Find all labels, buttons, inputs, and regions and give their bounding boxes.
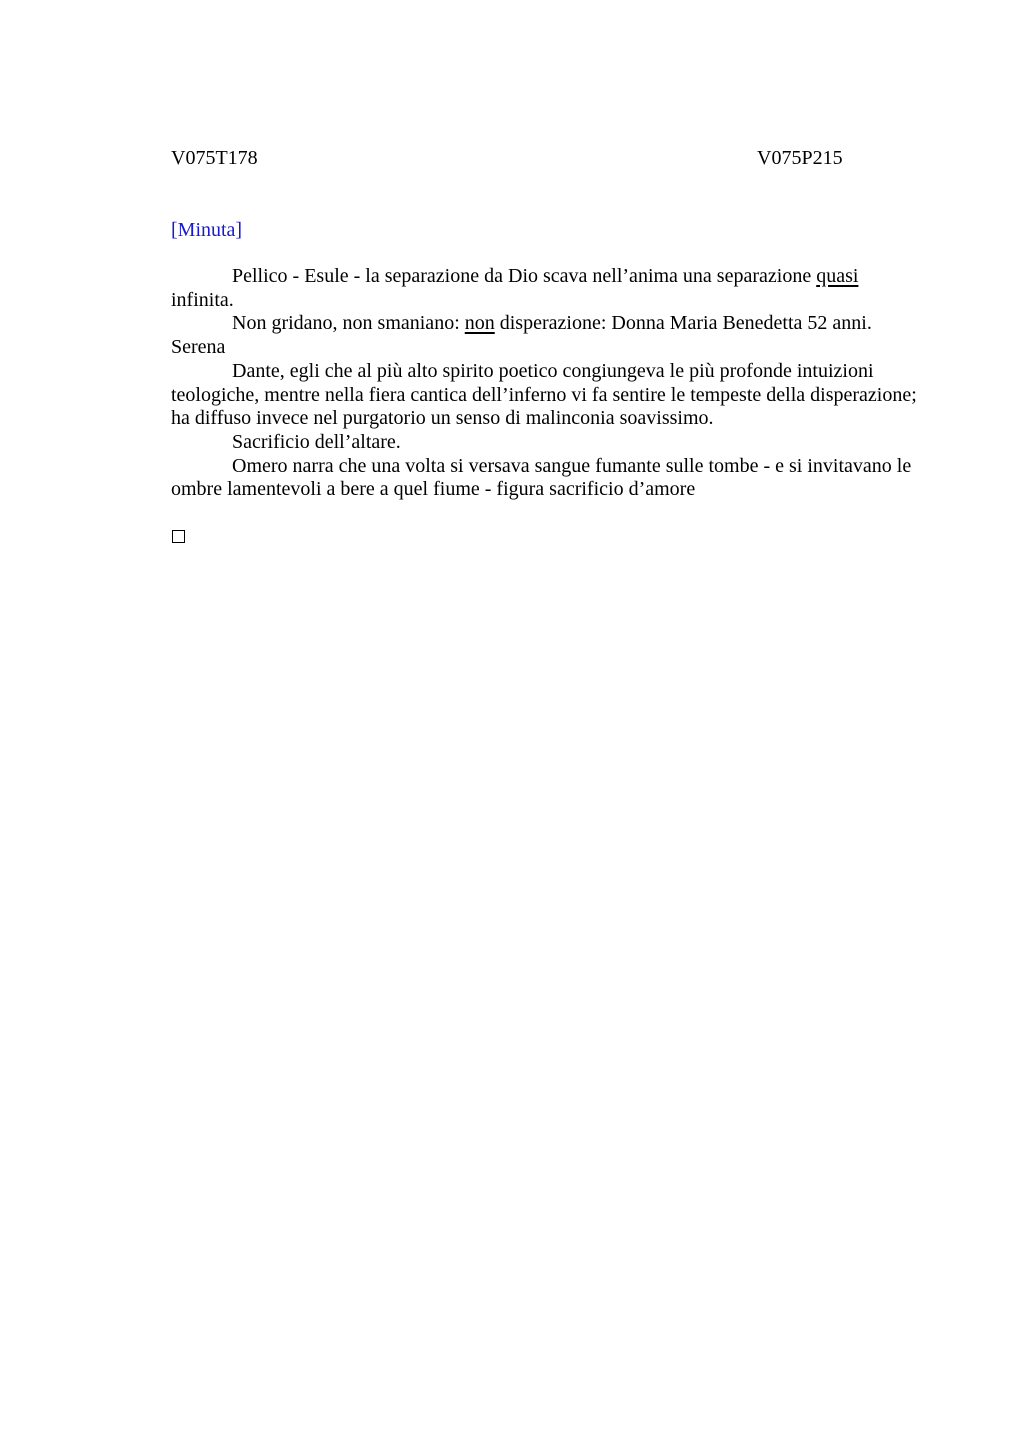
document-code-left: V075T178 [171, 147, 258, 169]
paragraph-text: Non gridano, non smaniano: [232, 312, 465, 335]
document-code-right: V075P215 [757, 147, 843, 169]
paragraph-text: disperazione: Donna Maria Benedetta 52 anni. Serena [171, 312, 872, 359]
section-label: [Minuta] [171, 219, 243, 241]
underlined-word: quasi [816, 265, 859, 287]
underlined-word: non [464, 312, 495, 335]
document-body [171, 265, 921, 502]
paragraph-dante: Dante, egli che al più alto spirito poetico congiungeva le più profonde intuizioni teologiche, mentre nella fiera cantica dell’inferno vi fa sentire le tempeste della disperazione; ha diffuso invece nel purgatorio un senso di malinconia soavissimo. [171, 359, 917, 430]
paragraph-non-gridano [171, 312, 921, 359]
paragraph-omero: Omero narra che una volta si versava sangue fumante sulle tombe - e si invitavano le ombre lamentevoli a bere a quel fiume - figura sacrificio d’amore [171, 454, 912, 501]
paragraph-text: Pellico - Esule - la separazione da Dio scava nell’anima una separazione [232, 265, 817, 287]
empty-square-icon [172, 530, 185, 543]
paragraph-sacrificio: Sacrificio dell’altare. [232, 430, 401, 453]
paragraph-text: infinita. [171, 288, 234, 311]
paragraph-pellico [171, 265, 921, 312]
